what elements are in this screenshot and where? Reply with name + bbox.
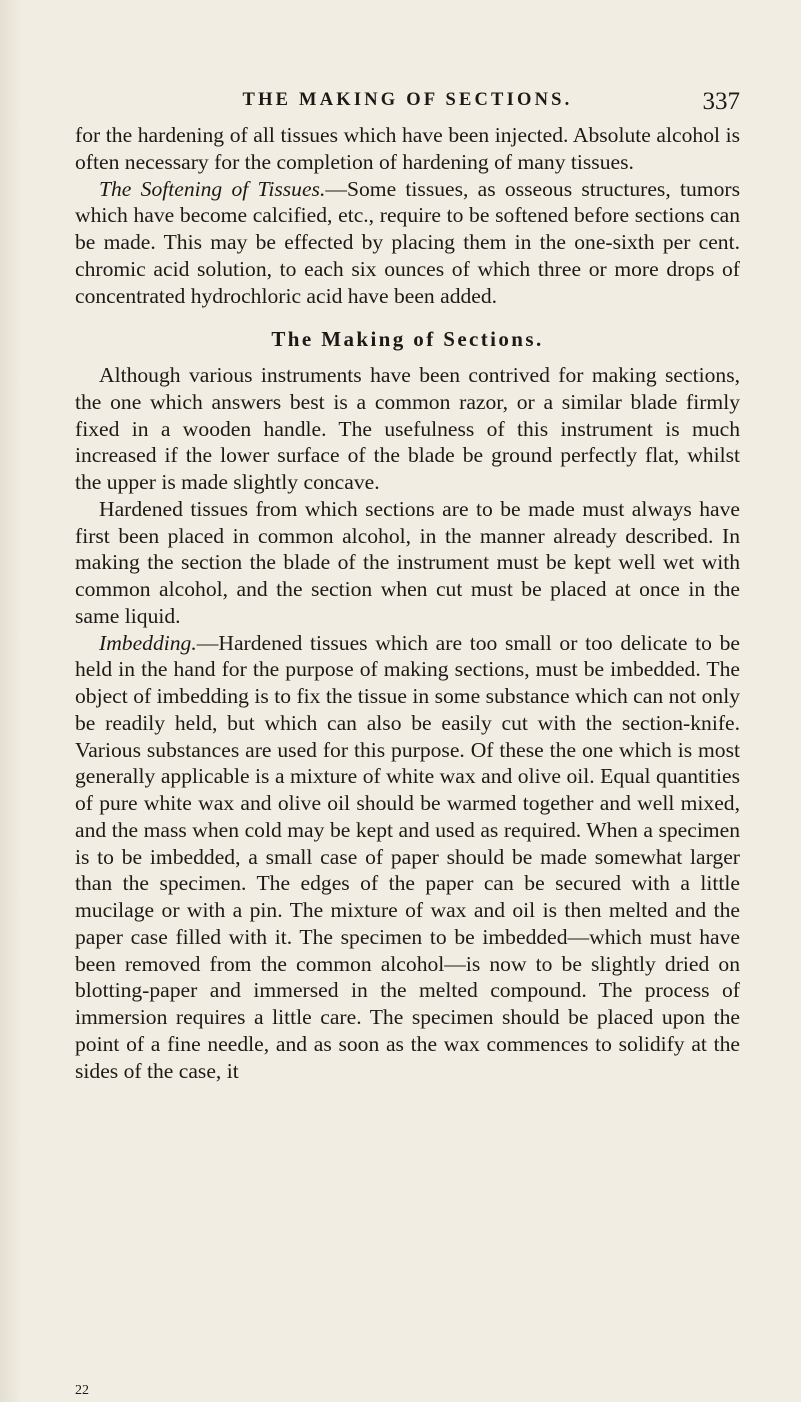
running-title: THE MAKING OF SECTIONS. [242, 90, 573, 110]
body-text [75, 122, 740, 1084]
paragraph-instruments [75, 362, 740, 496]
paragraph-text: —Hardened tissues which are too small or too delicate to be held in the hand for the purpose of making sections, must be imbedded. The object of imbedding is to fix the tissue in some substance which can not only be readily held, but which can also be easily cut with the section-knife. Various substances are used for this purpose. Of these the one which is most generally applicable is a mixture of white wax and olive oil. Equal quantities of pure white wax and olive oil should be warmed together and well mixed, and the mass when cold may be kept and used as required. When a specimen is to be imbedded, a small case of paper should be made somewhat larger than the specimen. The edges of the paper can be secured with a little mucilage or with a pin. The mixture of wax and oil is then melted and the paper case filled with it. The specimen to be imbedded—which must have been removed from the common alcohol—is now to be slightly dried on blotting-paper and immersed in the melted compound. The process of immersion requires a little care. The specimen should be placed upon the point of a fine needle, and as soon as the wax commences to solidify at the sides of the case, it [75, 630, 740, 1083]
paragraph-imbedding [75, 630, 740, 1085]
page-number: 337 [702, 88, 740, 115]
paragraph-text: Hardened tissues from which sections are to be made must always have first been placed in common alcohol, in the manner already described. In making the section the blade of the instrument must be kept well wet with common alcohol, and the section when cut must be placed at once in the same liquid. [75, 496, 740, 628]
signature-mark: 22 [75, 1383, 89, 1398]
paragraph-text: for the hardening of all tissues which have been injected. Absolute alcohol is often necessary for the completion of hardening of many tissues. [75, 123, 740, 174]
section-heading: The Making of Sections. [271, 327, 544, 352]
paragraph-softening-of-tissues [75, 176, 740, 310]
subheading-imbedding: Imbedding. [99, 630, 197, 655]
paragraph-text: Although various instruments have been contrived for making sections, the one which answers best is a common razor, or a similar blade firmly fixed in a wooden handle. The usefulness of this instrument is much increased if the lower surface of the blade be ground perfectly flat, whilst the upper is made slightly concave. [75, 363, 740, 494]
paragraph-text: —Some tissues, as osseous structures, tumors which have become calcified, etc., require to be softened before sections can be made. This may be effected by placing them in the one-sixth per cent. chromic acid solution, to each six ounces of which three or more drops of concentrated hydrochloric acid have been added. [75, 176, 740, 308]
running-head [75, 88, 740, 118]
paragraph-hardened-tissues [75, 496, 740, 630]
subheading-softening: The Softening of Tissues. [99, 176, 326, 201]
paragraph-hardening-continued [75, 122, 740, 176]
